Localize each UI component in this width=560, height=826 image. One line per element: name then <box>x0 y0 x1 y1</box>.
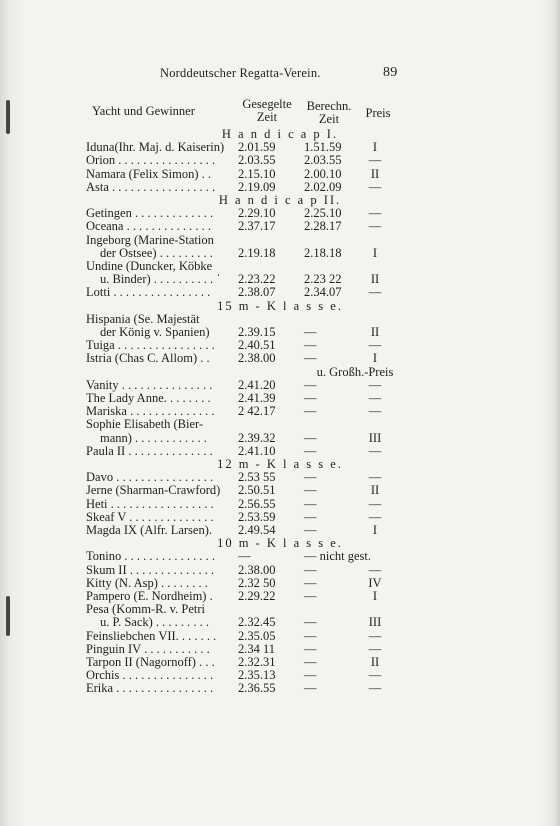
col-calc-label-2: Zeit <box>318 112 340 126</box>
prize: — <box>368 404 382 419</box>
col-yacht-header <box>92 105 195 118</box>
running-header <box>0 66 560 86</box>
section-heading: 12 m - K l a s s e. <box>217 457 343 471</box>
yacht-name: Feinsliebchen VII. . . . . . . <box>86 628 217 643</box>
yacht-name: Pesa (Komm-R. v. Petri <box>86 602 205 617</box>
yacht-name: Pampero (E. Nordheim) . <box>86 589 213 603</box>
sailed-time: 2.35.05 <box>238 628 276 643</box>
calculated-time: — <box>304 338 317 353</box>
sailed-time: 2.50.51 <box>238 483 276 498</box>
sailed-time: 2.38.00 <box>238 351 276 366</box>
calculated-time: — <box>304 391 317 405</box>
table-row <box>0 643 560 656</box>
table-row <box>0 168 560 181</box>
prize: u. Großh.-Preis <box>316 364 394 379</box>
sailed-time: 2.37.17 <box>238 219 276 234</box>
prize: — <box>368 219 382 234</box>
table-row <box>0 405 560 418</box>
sailed-time: 2.23.22 <box>238 272 276 287</box>
calculated-time: — <box>304 377 317 392</box>
yacht-name: Istria (Chas C. Allom) . . <box>86 351 210 366</box>
table-row <box>0 432 560 445</box>
calculated-time: — <box>304 404 317 419</box>
calculated-time: 1.51.59 <box>304 140 342 155</box>
calculated-time: — <box>304 430 317 445</box>
prize: — <box>368 153 382 168</box>
prize: — <box>368 668 382 683</box>
yacht-name: Asta . . . . . . . . . . . . . . . . . <box>86 179 216 194</box>
col-yacht-label: Yacht und Gewinner <box>92 104 195 118</box>
table-row <box>0 590 560 603</box>
table-row <box>0 564 560 577</box>
col-sailed-label-2: Zeit <box>256 110 278 124</box>
sailed-time: 2.32.31 <box>238 655 276 669</box>
prize: I <box>372 351 378 366</box>
prize: I <box>372 523 378 537</box>
sailed-time: 2.38.07 <box>238 285 276 300</box>
prize: I <box>372 140 378 155</box>
yacht-name: u. Binder) . . . . . . . . . . ˈ <box>100 272 221 287</box>
yacht-name: Pinguin IV . . . . . . . . . . . <box>86 641 210 656</box>
calculated-time: — <box>304 351 317 366</box>
yacht-name: der König v. Spanien) <box>100 325 210 339</box>
table-row <box>0 273 560 286</box>
calculated-time: — <box>304 562 317 577</box>
table-row <box>0 220 560 233</box>
sailed-time: 2.38.00 <box>238 562 276 577</box>
yacht-name: Orion . . . . . . . . . . . . . . . . <box>86 153 216 168</box>
sailed-time: 2.15.10 <box>238 166 276 181</box>
col-sailed-label-1: Gesegelte <box>242 97 292 111</box>
sailed-time: 2.41.20 <box>238 377 276 392</box>
prize: II <box>370 272 380 287</box>
prize: — <box>368 338 382 353</box>
prize: — <box>368 681 382 696</box>
table-row <box>0 498 560 511</box>
calculated-time: 2.25.10 <box>304 206 342 221</box>
sailed-time: 2 42.17 <box>238 404 276 419</box>
page-number: 89 <box>383 65 398 80</box>
calculated-time: — <box>304 325 317 339</box>
yacht-name: Tonino . . . . . . . . . . . . . . . <box>86 549 215 564</box>
table-row <box>0 524 560 537</box>
calculated-time: — <box>304 483 317 498</box>
yacht-name: Mariska . . . . . . . . . . . . . . <box>86 404 215 419</box>
calculated-time: — <box>304 615 317 630</box>
table-row <box>0 379 560 392</box>
calculated-time: 2.03.55 <box>304 153 342 168</box>
col-prize-label: Preis <box>365 106 391 120</box>
prize: — <box>368 628 382 643</box>
prize: — <box>368 496 382 511</box>
table-row <box>0 418 560 431</box>
running-title: Norddeutscher Regatta-Verein. <box>160 66 321 80</box>
prize: I <box>372 589 378 603</box>
prize: — <box>368 179 382 194</box>
yacht-name: Orchis . . . . . . . . . . . . . . . <box>86 668 214 683</box>
table-row <box>0 207 560 220</box>
sailed-time: 2.34 11 <box>238 641 276 656</box>
sailed-time: 2.53.59 <box>238 509 276 524</box>
calculated-time: 2.23 22 <box>304 272 342 287</box>
prize: II <box>370 325 380 339</box>
yacht-name: Skum II . . . . . . . . . . . . . . <box>86 562 215 577</box>
yacht-name: Iduna(Ihr. Maj. d. Kaiserin) <box>86 140 225 155</box>
sailed-time: 2.29.22 <box>238 589 276 603</box>
table-row <box>0 682 560 695</box>
calculated-time: 2.18.18 <box>304 245 342 260</box>
prize: — <box>368 391 382 405</box>
yacht-name: Ingeborg (Marine-Station <box>86 232 214 247</box>
yacht-name: Skeaf V . . . . . . . . . . . . . . <box>86 509 214 524</box>
table-row <box>0 630 560 643</box>
table-row <box>0 154 560 167</box>
yacht-name: Davo . . . . . . . . . . . . . . . . <box>86 470 214 485</box>
yacht-name: Paula II . . . . . . . . . . . . . . <box>86 443 213 458</box>
prize: — <box>368 562 382 577</box>
yacht-name: Getingen . . . . . . . . . . . . . <box>86 206 214 221</box>
col-calc-label-1: Berechn. <box>306 99 352 113</box>
col-calc-header <box>300 100 358 126</box>
calculated-time: — <box>304 509 317 524</box>
yacht-name: Jerne (Sharman-Crawford) <box>86 483 221 498</box>
yacht-name: Oceana . . . . . . . . . . . . . . <box>86 219 211 234</box>
table-row <box>0 181 560 194</box>
sailed-time: 2.39.15 <box>238 325 276 339</box>
calculated-time: 2.02.09 <box>304 179 342 194</box>
sailed-time: 2.32.45 <box>238 615 276 630</box>
yacht-name: u. P. Sack) . . . . . . . . . <box>100 615 210 630</box>
sailed-time: 2.56.55 <box>238 496 276 511</box>
prize: — <box>368 470 382 485</box>
section-heading: H a n d i c a p I. <box>221 127 339 141</box>
sailed-time: 2.19.18 <box>238 245 276 260</box>
table-row <box>0 352 560 365</box>
calculated-time: — <box>304 655 317 669</box>
table-row <box>0 511 560 524</box>
yacht-name: Tuiga . . . . . . . . . . . . . . . . <box>86 338 215 353</box>
yacht-name: mann) . . . . . . . . . . . . <box>100 430 207 445</box>
sailed-time: 2.39.32 <box>238 430 276 445</box>
yacht-name: Magda IX (Alfr. Larsen). <box>86 523 212 537</box>
section-heading: 10 m - K l a s s e. <box>217 536 343 551</box>
yacht-name: Sophie Elisabeth (Bier- <box>86 417 204 432</box>
calculated-time: — <box>304 681 317 696</box>
table-row <box>0 326 560 339</box>
table-row <box>0 550 560 563</box>
yacht-name: Undine (Duncker, Köbke <box>86 259 213 273</box>
sailed-time: 2.36.55 <box>238 681 276 696</box>
calculated-time: 2.28.17 <box>304 219 342 234</box>
table-row <box>0 366 560 379</box>
prize: — <box>368 377 382 392</box>
yacht-name: Vanity . . . . . . . . . . . . . . . <box>86 377 213 392</box>
prize: III <box>368 430 382 445</box>
yacht-name: Tarpon II (Nagornoff) . . . <box>86 655 215 669</box>
yacht-name: Erika . . . . . . . . . . . . . . . . <box>86 681 214 696</box>
prize: IV <box>368 575 382 590</box>
yacht-name: The Lady Anne. . . . . . . . <box>86 391 211 405</box>
calculated-time: — <box>304 575 317 590</box>
col-sailed-header <box>236 98 298 124</box>
table-row <box>0 247 560 260</box>
table-row <box>0 484 560 497</box>
calculated-time: — <box>304 628 317 643</box>
calculated-time: — <box>304 496 317 511</box>
table-row <box>0 234 560 247</box>
prize: II <box>370 655 380 669</box>
calculated-time: — nicht gest. <box>304 549 372 564</box>
table-row <box>0 656 560 669</box>
sailed-time: 2.01.59 <box>238 140 276 155</box>
table-row <box>0 577 560 590</box>
yacht-name: Lotti . . . . . . . . . . . . . . . . <box>86 285 211 300</box>
prize: III <box>368 615 382 630</box>
sailed-time: 2.03.55 <box>238 153 276 168</box>
prize: — <box>368 443 382 458</box>
calculated-time: — <box>304 641 317 656</box>
calculated-time: 2.34.07 <box>304 285 342 300</box>
section-heading: H a n d i c a p II. <box>218 193 342 207</box>
table-row <box>0 260 560 273</box>
calculated-time: — <box>304 589 317 603</box>
sailed-time: 2.19.09 <box>238 179 276 194</box>
prize: — <box>368 641 382 656</box>
sailed-time: 2.53 55 <box>238 470 276 485</box>
table-row <box>0 339 560 352</box>
col-prize-header <box>358 107 398 120</box>
section-heading: 15 m - K l a s s e. <box>217 298 343 313</box>
table-row <box>0 603 560 616</box>
table-row <box>0 471 560 484</box>
table-row <box>0 392 560 405</box>
sailed-time: 2.29.10 <box>238 206 276 221</box>
calculated-time: 2.00.10 <box>304 166 342 181</box>
prize: — <box>368 285 382 300</box>
table-row <box>0 141 560 154</box>
table-row <box>0 616 560 629</box>
table-row <box>0 669 560 682</box>
prize: II <box>370 166 380 181</box>
sailed-time: 2.41.39 <box>238 391 276 405</box>
yacht-name: der Ostsee) . . . . . . . . . <box>100 245 213 260</box>
yacht-name: Heti . . . . . . . . . . . . . . . . . <box>86 496 214 511</box>
calculated-time: — <box>304 523 317 537</box>
prize: II <box>370 483 380 498</box>
sailed-time: 2.35.13 <box>238 668 276 683</box>
table-row <box>0 313 560 326</box>
prize: I <box>372 245 378 260</box>
calculated-time: — <box>304 668 317 683</box>
calculated-time: — <box>304 470 317 485</box>
yacht-name: Namara (Felix Simon) . . <box>86 166 211 181</box>
sailed-time: 2.32 50 <box>238 575 276 590</box>
sailed-time: 2.49.54 <box>238 523 276 537</box>
yacht-name: Hispania (Se. Majestät <box>86 311 200 326</box>
sailed-time: — <box>238 549 251 564</box>
calculated-time: — <box>304 443 317 458</box>
sailed-time: 2.41.10 <box>238 443 276 458</box>
table-row <box>0 286 560 299</box>
table-row <box>0 445 560 458</box>
sailed-time: 2.40.51 <box>238 338 276 353</box>
prize: — <box>368 509 382 524</box>
prize: — <box>368 206 382 221</box>
yacht-name: Kitty (N. Asp) . . . . . . . . <box>86 575 208 590</box>
